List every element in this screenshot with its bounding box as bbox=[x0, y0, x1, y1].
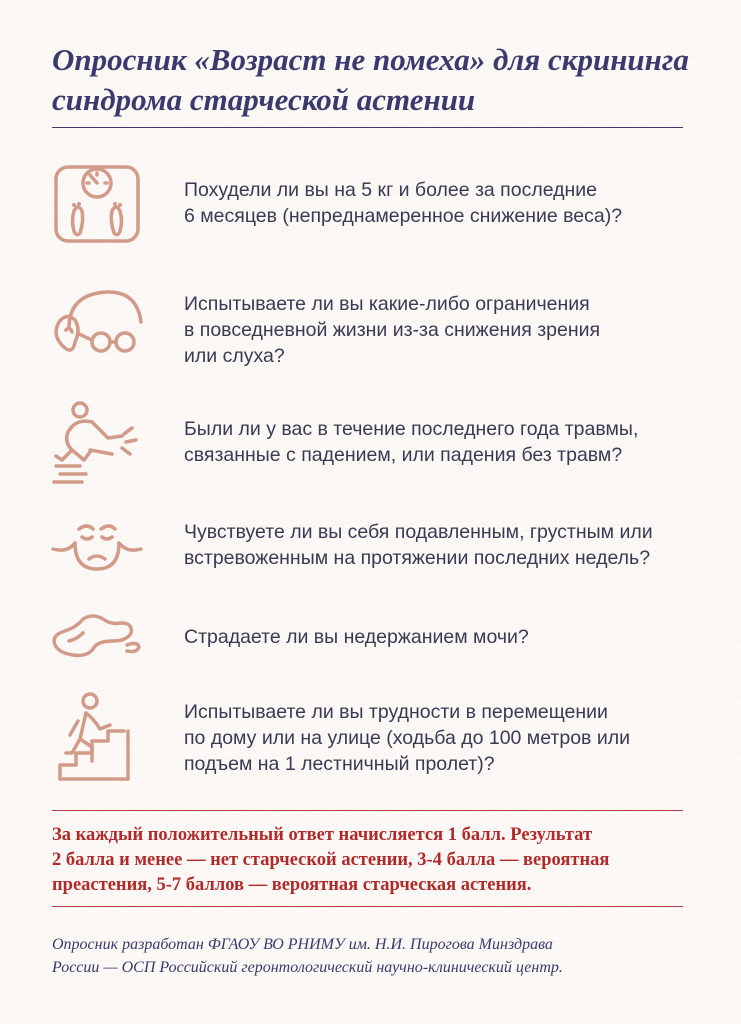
question-text: Страдаете ли вы недержанием мочи? bbox=[184, 626, 529, 648]
scale-icon bbox=[47, 158, 147, 248]
puddle-icon bbox=[47, 592, 147, 682]
question-text: Чувствуете ли вы себя подавленным, грустным или встревоженным на протяжении последних недель? bbox=[184, 521, 653, 569]
scoring-bottom-divider bbox=[52, 906, 683, 907]
person-stairs-icon bbox=[47, 693, 147, 783]
sad-face-icon bbox=[47, 500, 147, 590]
credit-note: Опросник разработан ФГАОУ ВО РНИМУ им. Н.И. Пирогова Минздрава России — ОСП Российский геронтологический научно-клинический центр. bbox=[52, 936, 563, 976]
title-divider bbox=[52, 127, 683, 128]
scoring-rules: За каждый положительный ответ начисляется 1 балл. Результат 2 балла и менее — нет старческой астении, 3-4 балла — вероятная преастения, 5-7 баллов — вероятная старческая астения. bbox=[52, 825, 610, 895]
falling-person-icon bbox=[47, 397, 147, 487]
question-6 bbox=[47, 693, 697, 783]
question-1 bbox=[47, 158, 697, 248]
question-2 bbox=[47, 285, 697, 375]
question-3 bbox=[47, 397, 697, 487]
question-text: Были ли у вас в течение последнего года травмы, связанные с падением, или падения без травм? bbox=[184, 418, 639, 466]
question-5 bbox=[47, 592, 697, 682]
question-text: Испытываете ли вы трудности в перемещении по дому или на улице (ходьба до 100 метров или подъем на 1 лестничный пролет)? bbox=[184, 701, 630, 775]
ear-glasses-icon bbox=[47, 285, 147, 375]
question-4 bbox=[47, 500, 697, 590]
question-text: Испытываете ли вы какие-либо ограничения в повседневной жизни из-за снижения зрения или слуха? bbox=[184, 293, 601, 367]
scoring-top-divider bbox=[52, 810, 683, 811]
page-title: Опросник «Возраст не помеха» для скрининга синдрома старческой астении bbox=[52, 42, 689, 117]
question-text: Похудели ли вы на 5 кг и более за последние 6 месяцев (непреднамеренное снижение веса)? bbox=[184, 179, 623, 227]
